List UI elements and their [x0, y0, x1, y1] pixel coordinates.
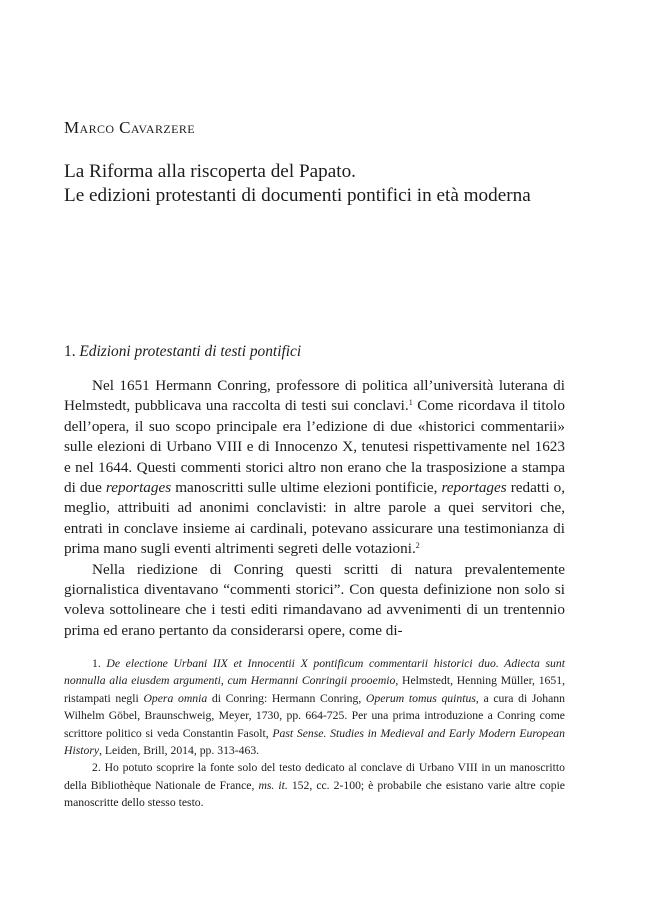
- section-number: 1.: [64, 343, 80, 360]
- paragraph-1-text: Nel 1651 Hermann Conring, professore di politica all’università luterana di Helmstedt, pubblicava una raccolta di testi sui conclavi.: [64, 377, 565, 415]
- footnote-ref-1: 1: [408, 398, 413, 408]
- chapter-title-line-1: La Riforma alla riscoperta del Papato.: [64, 161, 356, 182]
- cited-title: Opera omnia: [143, 691, 208, 705]
- paragraph-1-text: manoscritti sulle ultime elezioni pontificie,: [171, 479, 442, 497]
- footnotes: [64, 655, 565, 812]
- section-title: Edizioni protestanti di testi pontifici: [79, 343, 302, 360]
- footnote-ref-2: 2: [415, 541, 420, 551]
- footnote-2: [64, 759, 565, 811]
- footnote-text: , Helmstedt, Henning Müller, 1651, ristampati negli: [64, 674, 565, 705]
- paragraph-1-text: Come ricordava il titolo dell’opera, il suo scopo principale era l’edizione di due «historici commentarii» sulle elezioni di Urbano VIII e di Innocenzo X, tenutesi rispettivamente nel 1623 e nel 1644. Questi commenti storici altro non erano che la trasposizione a stampa di due: [64, 397, 565, 497]
- section-heading: [64, 343, 301, 361]
- footnote-text: , a cura di Johann Wilhelm Göbel, Braunschweig, Meyer, 1730, pp. 664-725. Per una prima introduzione a Conring come scrittore politico si veda Constantin Fasolt,: [64, 691, 565, 740]
- footnote-1: [64, 655, 565, 759]
- body-text: [64, 376, 565, 641]
- paragraph-1: [64, 376, 565, 560]
- chapter-title: [64, 160, 604, 208]
- footnote-text: di Conring: Hermann Conring,: [207, 691, 366, 705]
- chapter-title-line-2: Le edizioni protestanti di documenti pontifici in età moderna: [64, 185, 531, 206]
- footnote-text: 152, cc. 2-100; è probabile che esistano varie altre copie manoscritte dello stesso testo.: [64, 778, 565, 810]
- footnote-number: 1.: [92, 657, 107, 670]
- cited-title: ms. it.: [258, 778, 288, 792]
- cited-title: De electione Urbani IIX et Innocentii X pontificum commentarii historici duo. Adiecta sunt nonnulla alia eiusdem argumenti, cum Hermanni Conringii prooemio: [64, 657, 565, 688]
- cited-title: Past Sense. Studies in Medieval and Early Modern European History: [64, 726, 565, 758]
- paragraph-1-text: redatti o, meglio, attribuiti ad anonimi conclavisti: in altre parole a quei servitori che, entrati in conclave insieme ai cardinali, potevano assicurare una testimonianza di prima mano sugli eventi altrimenti segreti delle votazioni.: [64, 479, 566, 558]
- italic-term: reportages: [441, 479, 507, 497]
- author-name: Marco Cavarzere: [64, 118, 195, 137]
- footnote-text: 2. Ho potuto scoprire la fonte solo del testo dedicato al conclave di Urbano VIII in un manoscritto della Bibliothèque Nationale de France,: [64, 761, 565, 792]
- footnote-text: , Leiden, Brill, 2014, pp. 313-463.: [99, 744, 260, 758]
- paragraph-2: Nella riedizione di Conring questi scritti di natura prevalentemente giornalistica diventavano “commenti storici”. Con questa definizione non solo si voleva sottolineare che i testi editi rimandavano ad avvenimenti di un trentennio prima ed erano pertanto da considerarsi opere, come di-: [64, 560, 565, 639]
- cited-title: Operum tomus quintus: [365, 691, 476, 705]
- italic-term: reportages: [105, 479, 172, 497]
